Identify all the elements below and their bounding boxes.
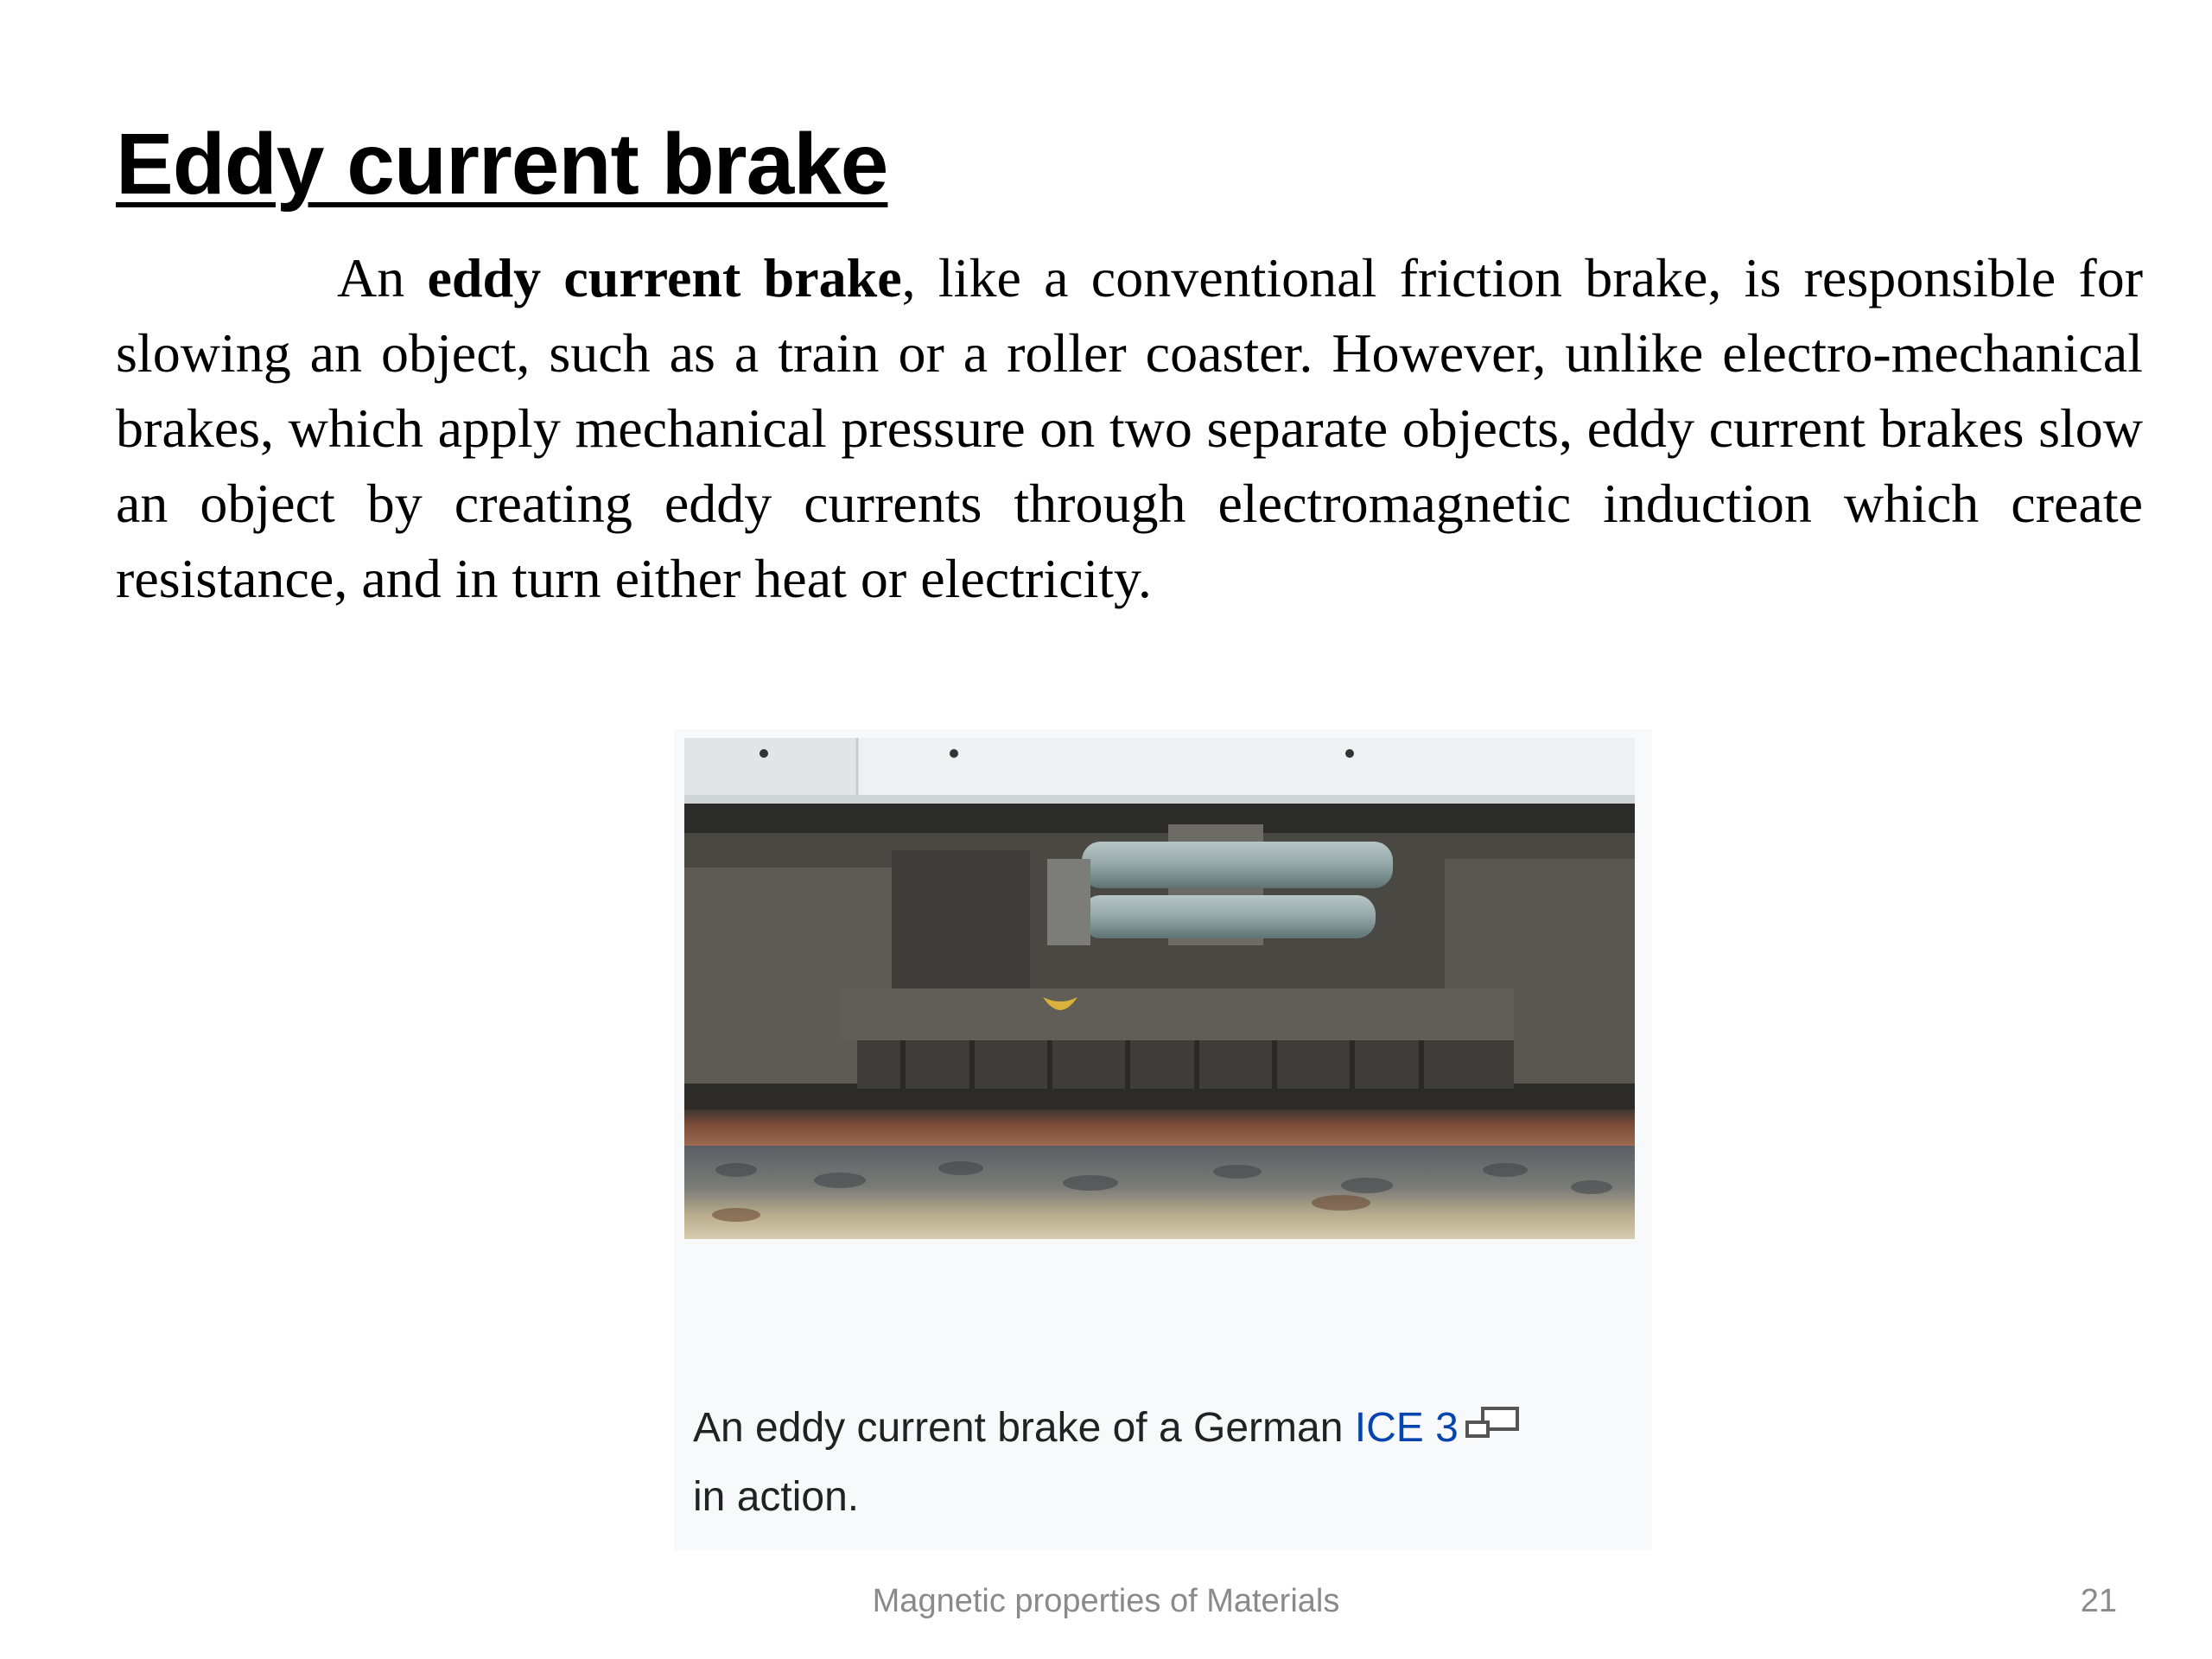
page-number: 21 [2080, 1583, 2117, 1619]
ice3-link[interactable]: ICE 3 [1354, 1405, 1459, 1451]
caption-text: An eddy current brake of a German [693, 1405, 1355, 1451]
caption-text-end: in action. [693, 1474, 860, 1520]
figure-box [674, 729, 1652, 1550]
train-brake-photo [684, 738, 1635, 1239]
enlarge-icon[interactable] [1464, 1396, 1524, 1464]
paragraph-bold-term: eddy current brake [427, 247, 902, 308]
paragraph-rest: , like a conventional friction brake, is responsible for slowing an object, such as a train or a roller coaster. However, unlike electro-mechanical brakes, which apply mechanical pressure on two separate objects, eddy current brakes slow an object by creating eddy currents through electromagnetic induction which create resistance, and in turn either heat or electricity. [116, 247, 2144, 609]
slide-title: Eddy current brake [116, 116, 888, 213]
figure-caption [693, 1395, 1635, 1531]
body-paragraph [116, 240, 2143, 616]
paragraph-lead: An [337, 247, 428, 308]
footer-title: Magnetic properties of Materials [872, 1583, 1340, 1619]
